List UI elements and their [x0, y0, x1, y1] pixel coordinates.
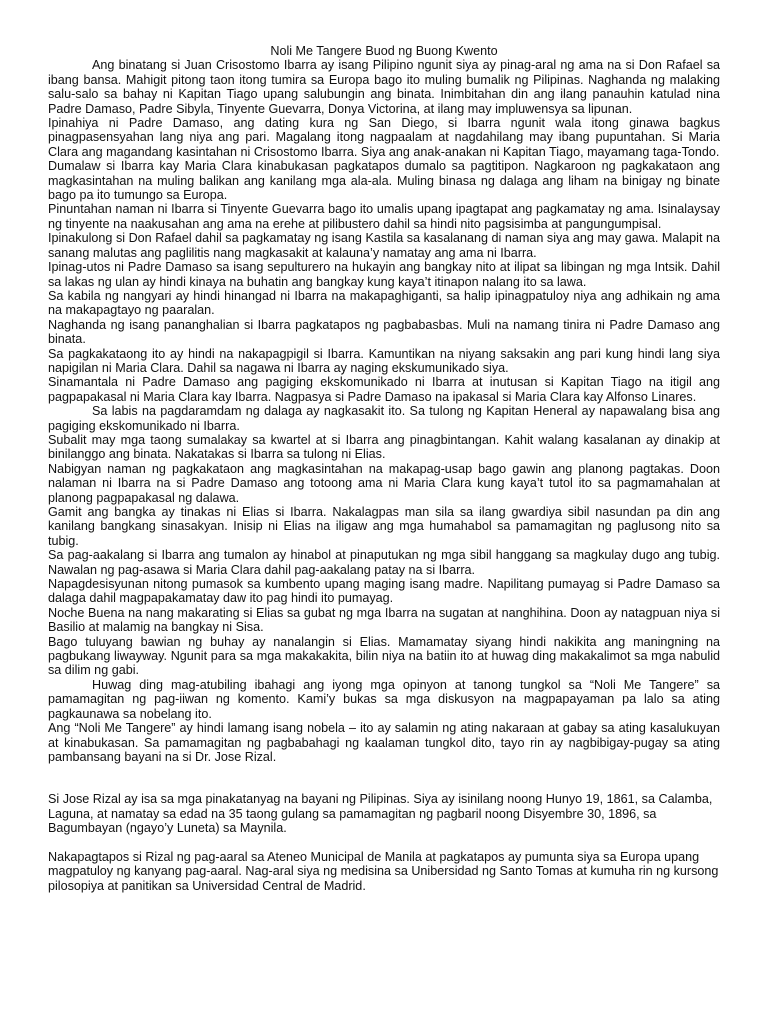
- paragraph: Nabigyan naman ng pagkakataon ang magkasintahan na makapag-usap bago gawin ang planong pagtakas. Doon nalaman ni Ibarra na si Padre Damaso ang totoong ama ni Maria Clara kung kaya’t tutol ito sa pagmamahalan at planong pagpapakasal ng dalawa.: [48, 461, 720, 505]
- story-section: [48, 58, 720, 764]
- paragraph: Ang binatang si Juan Crisostomo Ibarra ay isang Pilipino ngunit siya ay pinag-aral ng ama na si Don Rafael sa ibang bansa. Mahigit pitong taon itong tumira sa Europa bago ito muling bumalik ng Pilipinas. Naghanda ng malaking salu-salo sa bahay ni Kapitan Tiago upang salubungin ang binata. Inimbitahan din ang ilang panauhin katulad nina Padre Damaso, Padre Sibyla, Tinyente Guevarra, Donya Victorina, at ilang may impluwensya sa lipunan.: [48, 58, 720, 116]
- paragraph: Huwag ding mag-atubiling ibahagi ang iyong mga opinyon at tanong tungkol sa “Noli Me Tangere” sa pamamagitan ng pag-iiwan ng komento. Kami’y bukas sa mga diskusyon na magpapayaman pa lalo sa ating pagkaunawa sa nobelang ito.: [48, 677, 720, 721]
- paragraph: Ipinag-utos ni Padre Damaso sa isang sepulturero na hukayin ang bangkay nito at ilipat sa libingan ng mga Intsik. Dahil sa lakas ng ulan ay hindi kinaya na buhatin ang bangkay kung kaya’t itinapon nalang ito sa lawa.: [48, 260, 720, 289]
- paragraph: Dumalaw si Ibarra kay Maria Clara kinabukasan pagkatapos dumalo sa pagtitipon. Nagkaroon ng pagkakataon ang magkasintahan na muling balikan ang kanilang mga ala-ala. Muling binasa ng dalaga ang liham na binigay ng binate bago pa ito tumungo sa Europa.: [48, 159, 720, 203]
- paragraph: Sa labis na pagdaramdam ng dalaga ay nagkasakit ito. Sa tulong ng Kapitan Heneral ay napawalang bisa ang pagiging ekskomunikado ni Ibarra.: [48, 404, 720, 433]
- paragraph: Sa kabila ng nangyari ay hindi hinangad ni Ibarra na makapaghiganti, sa halip ipinagpatuloy niya ang adhikain ng ama na makapagtayo ng paaralan.: [48, 288, 720, 318]
- paragraph: Sa pag-aakalang si Ibarra ang tumalon ay hinabol at pinaputukan ng mga sibil hanggang sa magkulay dugo ang tubig. Nawalan ng pag-asawa si Maria Clara dahil pag-aakalang patay na si Ibarra.: [48, 548, 720, 577]
- paragraph: Ang “Noli Me Tangere” ay hindi lamang isang nobela – ito ay salamin ng ating nakaraan at gabay sa ating kasalukuyan at kinabukasan. Sa pamamagitan ng pagbabahagi ng kaalaman tungkol dito, tayo rin ay nagbibigay-pugay sa ating pambansang bayani na si Dr. Jose Rizal.: [48, 721, 720, 764]
- paragraph: Sa pagkakataong ito ay hindi na nakapagpigil si Ibarra. Kamuntikan na niyang saksakin ang pari kung hindi lang siya napigilan ni Maria Clara. Dahil sa nagawa ni Ibarra ay naging ekskumunikado siya.: [48, 346, 720, 375]
- paragraph: Ipinakulong si Don Rafael dahil sa pagkamatay ng isang Kastila sa kasalanang di naman siya ang may gawa. Malapit na sanang malutas ang paglilitis nang magkasakit at kalauna’y namatay ang ama ni Ibarra.: [48, 231, 720, 260]
- bio-paragraph: Nakapagtapos si Rizal ng pag-aaral sa Ateneo Municipal de Manila at pagkatapos ay pumunta siya sa Europa upang magpatuloy ng kanyang pag-aaral. Nag-aral siya ng medisina sa Unibersidad ng Santo Tomas at kumuha rin ng kursong pilosopiya at panitikan sa Universidad Central de Madrid.: [48, 849, 719, 893]
- paragraph: Naghanda ng isang pananghalian si Ibarra pagkatapos ng pagbabasbas. Muli na namang tinira ni Padre Damaso ang binata.: [48, 317, 720, 347]
- paragraph: Sinamantala ni Padre Damaso ang pagiging ekskomunikado ni Ibarra at inutusan si Kapitan Tiago na itigil ang pagpapakasal ni Maria Clara kay Ibarra. Nagpasya si Padre Damaso na ipakasal si Maria Clara kay Alfonso Linares.: [48, 375, 720, 404]
- paragraph: Gamit ang bangka ay tinakas ni Elias si Ibarra. Nakalagpas man sila sa ilang gwardiya sibil nasundan pa din ang kanilang bangkang sinasakyan. Inisip ni Elias na iligaw ang mga humahabol sa pamamagitan ng paglusong nito sa tubig.: [48, 505, 720, 548]
- paragraph: Noche Buena na nang makarating si Elias sa gubat ng mga Ibarra na sugatan at nanghihina. Doon ay natagpuan niya si Basilio at malamig na bangkay ni Sisa.: [48, 605, 720, 635]
- document-title: Noli Me Tangere Buod ng Buong Kwento: [270, 44, 498, 58]
- paragraph: Subalit may mga taong sumalakay sa kwartel at si Ibarra ang pinagbintangan. Kahit walang kasalanan ay dinakip at binilanggo ang binata. Nakatakas si Ibarra sa tulong ni Elias.: [48, 432, 720, 462]
- paragraph: Bago tuluyang bawian ng buhay ay nanalangin si Elias. Mamamatay siyang hindi nakikita ang maningning na pagbukang liwayway. Ngunit para sa mga makakakita, bilin niya na batiin ito at huwag ding makakalimot sa mga nabulid sa dilim ng gabi.: [48, 634, 720, 678]
- bio-paragraph: Si Jose Rizal ay isa sa mga pinakatanyag na bayani ng Pilipinas. Siya ay isinilang noong Hunyo 19, 1861, sa Calamba, Laguna, at namatay sa edad na 35 taong gulang sa pamamagitan ng pagbaril noong Disyembre 30, 1896, sa Bagumbayan (ngayo’y Luneta) sa Maynila.: [48, 792, 713, 836]
- bio-section: [48, 792, 720, 893]
- paragraph: Napagdesisyunan nitong pumasok sa kumbento upang maging isang madre. Napilitang pumayag si Padre Damaso sa dalaga dahil magpapakamatay daw ito pag hindi ito pumayag.: [48, 577, 720, 606]
- paragraph: Pinuntahan naman ni Ibarra si Tinyente Guevarra bago ito umalis upang ipagtapat ang pagkamatay ng ama. Isinalaysay ng tinyente na naakusahan ang ama na erehe at pilibustero dahil sa hindi nito pagsisimba at pangungumpisal.: [48, 202, 720, 231]
- paragraph: Ipinahiya ni Padre Damaso, ang dating kura ng San Diego, si Ibarra ngunit wala itong ginawa bagkus pinagpasensyahan lang niya ang pari. Magalang itong nagpaalam at nagdahilang may ibang pupuntahan. Si Maria Clara ang magandang kasintahan ni Crisostomo Ibarra. Siya ang anak-anakan ni Kapitan Tiago, mayamang taga-Tondo.: [48, 116, 720, 159]
